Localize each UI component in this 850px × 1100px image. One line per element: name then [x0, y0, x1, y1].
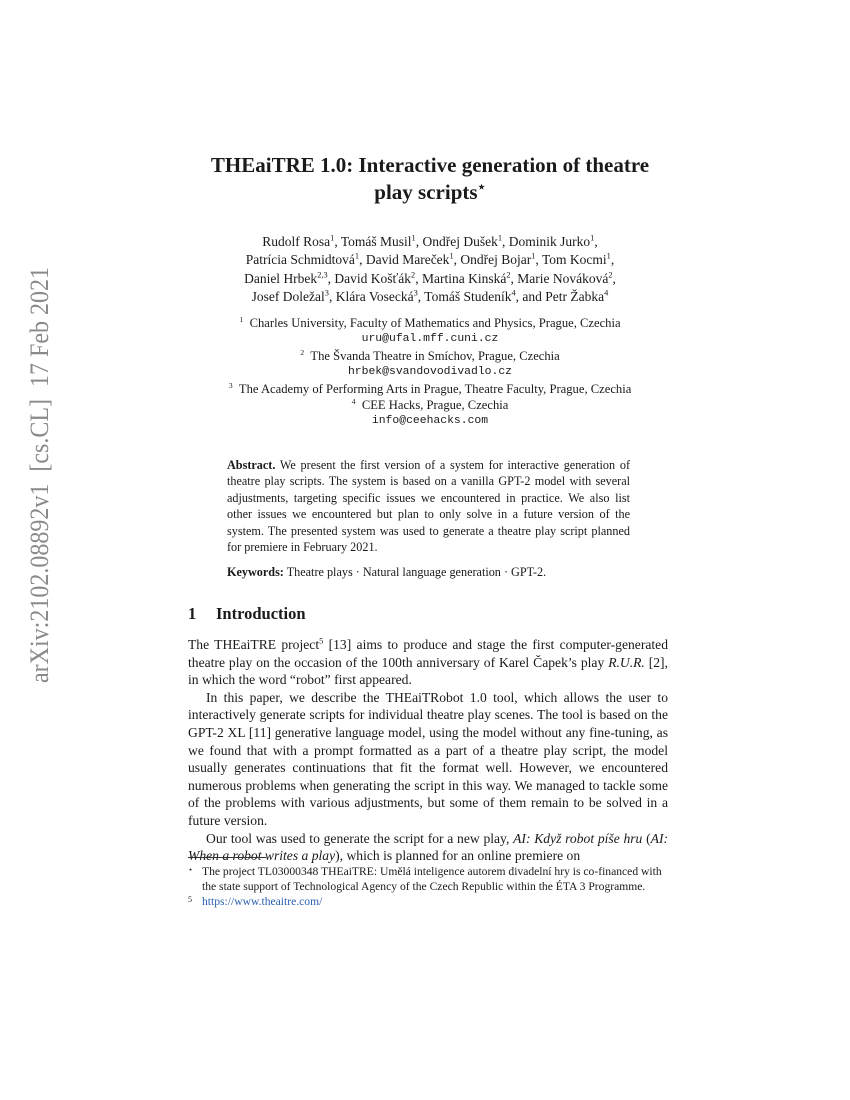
author-line: Josef Doležal$^3$, Klára Vosecká$^3$, Tomáš Studeník$^4$, and Petr Žabka$^4$ — [251, 288, 609, 304]
author-name: David Mareček — [365, 252, 450, 268]
footnote-rule — [188, 857, 266, 858]
author-affiliation: 1 — [590, 233, 595, 243]
title-line-1: THEaiTRE 1.0: Interactive generation of theatre — [210, 153, 650, 177]
p3-text-c: ( — [642, 830, 651, 846]
affiliation — [160, 315, 700, 331]
p1-text-a: The THEaiTRE project — [188, 637, 320, 652]
author-name: Ondřej Dušek — [422, 234, 498, 249]
author-affiliation: 2 — [411, 270, 416, 280]
author-name: Patrícia Schmidtová — [245, 252, 355, 268]
footnote-star-text: The project TL03000348 THEaiTRE: Umělá inteligence autorem divadelní hry is co-financed with the state support of Technological Agency of the Czech Republic within the ÉTA 3 Programme. — [202, 865, 662, 894]
author-line: Rudolf Rosa$^1$, Tomáš Musil$^1$, Ondřej Dušek$^1$, Dominik Jurko$^1$, — [262, 233, 598, 249]
author-name: Tomáš Studeník — [424, 288, 512, 304]
author-affiliation: 1 — [354, 251, 360, 261]
keywords — [227, 565, 630, 580]
affiliation-email[interactable]: info@ceehacks.com — [371, 415, 489, 428]
p1-play-title: R.U.R. — [608, 654, 645, 670]
p3-text-e: ), which is planned for an online premiere on — [335, 848, 581, 864]
p1-text-e: [2], in which the word “robot” first appeared. — [188, 654, 668, 688]
section-heading — [188, 604, 306, 624]
author-affiliation: 1 — [411, 233, 416, 243]
author-list — [170, 233, 690, 306]
author-name: Ondřej Bojar — [460, 252, 532, 268]
author-name: Marie Nováková — [517, 270, 609, 286]
footnote-ref-5: 5 — [319, 635, 324, 646]
footnote-star-mark: ⋆ — [188, 865, 194, 874]
section-title: Introduction — [216, 604, 306, 623]
affiliation — [160, 348, 700, 364]
paragraph-2: In this paper, we describe the THEaiTRobot 1.0 tool, which allows the user to interactively generate scripts for individual theatre play scenes. The tool is based on the GPT-2 XL [11] generative language model, using the model without any fine-tuning, as we found that with a prompt formatted as a part of a theatre play script, the model usually generates continuations that fit the format well. However, we encountered numerous problems when generating the script in this way. We managed to tackle some of the problems with various adjustments, but some of them remain to be solved in a future version. — [188, 689, 668, 828]
footnote-5-link[interactable]: https://www.theaitre.com/ — [202, 895, 323, 909]
author-affiliation: 2 — [506, 270, 511, 280]
p1-text-c: [13] aims to produce and stage the first computer-generated theatre play on the occasion of the 100th anniversary of Karel Čapek’s play — [188, 637, 668, 670]
affiliation-name: CEE Hacks, Prague, Czechia — [361, 398, 509, 413]
footnote-5 — [188, 894, 668, 909]
footnotes — [188, 864, 668, 910]
author-name: Rudolf Rosa — [262, 234, 331, 249]
keywords-label: Keywords: — [227, 565, 284, 579]
author-and: and — [522, 288, 542, 304]
p3-play-title-en: AI: When a robot writes a play — [188, 830, 668, 864]
affiliation-number: 4 — [351, 396, 356, 406]
affiliation-name: Charles University, Faculty of Mathematics and Physics, Prague, Czechia — [249, 316, 621, 330]
author-affiliation: 1 — [606, 251, 611, 261]
author-name: Josef Doležal — [251, 288, 325, 304]
paragraph-3 — [188, 830, 668, 865]
author-name: David Košťák — [334, 270, 412, 286]
author-name: Daniel Hrbek — [244, 270, 318, 286]
author-affiliation: 2,3 — [317, 270, 328, 280]
p3-play-title-cz: AI: Když robot píše hru — [513, 830, 643, 846]
affiliation-number: 2 — [300, 347, 305, 357]
author-name: Tomáš Musil — [340, 234, 412, 249]
affiliation — [160, 397, 700, 413]
affiliation-list — [160, 315, 700, 430]
author-affiliation: 4 — [511, 288, 516, 298]
footnote-5-mark: 5 — [188, 895, 192, 905]
section-number: 1 — [188, 604, 197, 623]
affiliation-number: 3 — [228, 380, 233, 390]
p3-text-a: Our tool was used to generate the script for a new play, — [206, 830, 514, 846]
affiliation — [160, 381, 700, 397]
author-affiliation: 4 — [604, 288, 609, 298]
paper-title — [150, 152, 710, 206]
author-name: Dominik Jurko — [508, 234, 591, 249]
author-affiliation: 1 — [449, 251, 454, 261]
author-affiliation: 1 — [531, 251, 536, 261]
affiliation-name: The Academy of Performing Arts in Prague, Theatre Faculty, Prague, Czechia — [238, 381, 632, 396]
affiliation-email[interactable]: uru@ufal.mff.cuni.cz — [361, 333, 499, 346]
title-footnote-mark: ⋆ — [477, 179, 486, 194]
author-affiliation: 1 — [330, 233, 335, 243]
author-affiliation: 3 — [413, 288, 418, 298]
abstract-text: We present the first version of a system for interactive generation of theatre play scripts. The system is based on a vanilla GPT-2 model with several adjustments, targeting specific issues we encountered in practice. We also list other issues we encountered but plan to only solve in a future version of the system. The presented system was used to generate a theatre play script planned for premiere in February 2021. — [227, 458, 630, 555]
author-name: Martina Kinská — [421, 270, 507, 286]
affiliation-email[interactable]: hrbek@svandovodivadlo.cz — [347, 366, 513, 379]
abstract-label: Abstract. — [227, 458, 276, 472]
author-line: Daniel Hrbek$^{2,3}$, David Košťák$^2$, Martina Kinská$^2$, Marie Nováková$^2$, — [244, 270, 616, 286]
arxiv-stamp-text: arXiv:2102.08892v1 [cs.CL] 17 Feb 2021 — [25, 232, 54, 683]
abstract — [227, 457, 630, 555]
author-name: Klára Vosecká — [335, 288, 414, 304]
arxiv-stamp — [18, 232, 58, 685]
paragraph-1 — [188, 636, 668, 689]
author-affiliation: 1 — [497, 233, 503, 243]
author-name: Petr Žabka — [545, 288, 605, 304]
author-line: Patrícia Schmidtová$^1$, David Mareček$^1$, Ondřej Bojar$^1$, Tom Kocmi$^1$, — [245, 251, 615, 268]
affiliation-name: The Švanda Theatre in Smíchov, Prague, Czechia — [310, 348, 560, 363]
author-name: Tom Kocmi — [541, 252, 607, 268]
body-text — [188, 636, 668, 865]
keywords-text: Theatre plays · Natural language generation · GPT-2. — [286, 565, 547, 579]
affiliation-number: 1 — [239, 314, 244, 324]
title-line-2: play scripts — [374, 180, 478, 204]
author-affiliation: 2 — [608, 270, 613, 280]
author-affiliation: 3 — [324, 288, 329, 298]
footnote-star — [188, 864, 668, 894]
